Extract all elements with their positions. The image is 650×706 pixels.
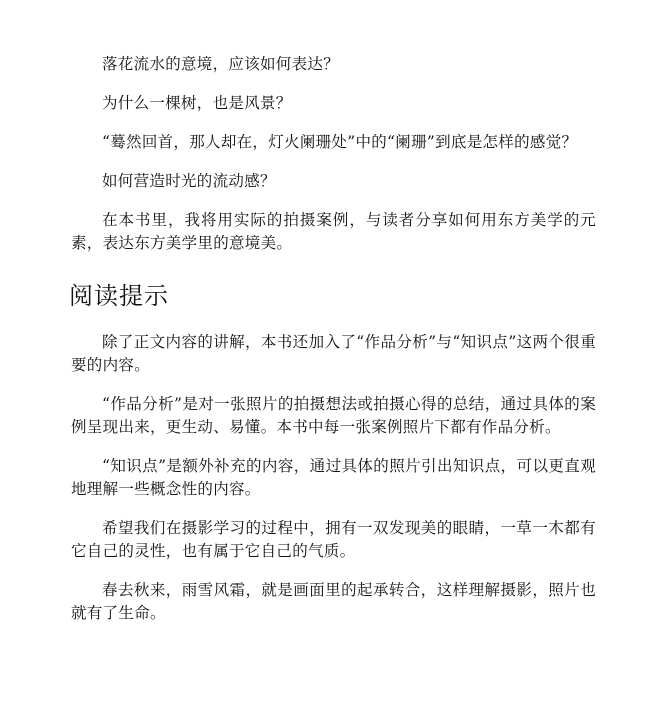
section-paragraph-1: 除了正文内容的讲解，本书还加入了“作品分析”与“知识点”这两个很重要的内容。 xyxy=(71,333,596,374)
section-paragraph-3: “知识点”是额外补充的内容，通过具体的照片引出知识点，可以更直观地理解一些概念性的内容。 xyxy=(71,457,596,498)
section-title: 阅读提示 xyxy=(69,282,169,310)
intro-paragraph-2: 为什么一棵树，也是风景？ xyxy=(102,94,292,112)
section-paragraph-2: “作品分析”是对一张照片的拍摄想法或拍摄心得的总结，通过具体的案例呈现出来，更生动、易懂。本书中每一张案例照片下都有作品分析。 xyxy=(71,395,596,436)
intro-paragraph-3: “蓦然回首，那人却在，灯火阑珊处”中的“阑珊”到底是怎样的感觉？ xyxy=(102,133,578,151)
intro-paragraph-5: 在本书里，我将用实际的拍摄案例，与读者分享如何用东方美学的元素，表达东方美学里的意境美。 xyxy=(71,211,596,252)
section-paragraph-4: 希望我们在摄影学习的过程中，拥有一双发现美的眼睛，一草一木都有它自己的灵性，也有属于它自己的气质。 xyxy=(71,519,596,560)
intro-paragraph-1: 落花流水的意境，应该如何表达？ xyxy=(102,55,340,73)
intro-paragraph-4: 如何营造时光的流动感？ xyxy=(102,172,276,190)
section-paragraph-5: 春去秋来，雨雪风霜，就是画面里的起承转合，这样理解摄影，照片也就有了生命。 xyxy=(71,581,596,622)
